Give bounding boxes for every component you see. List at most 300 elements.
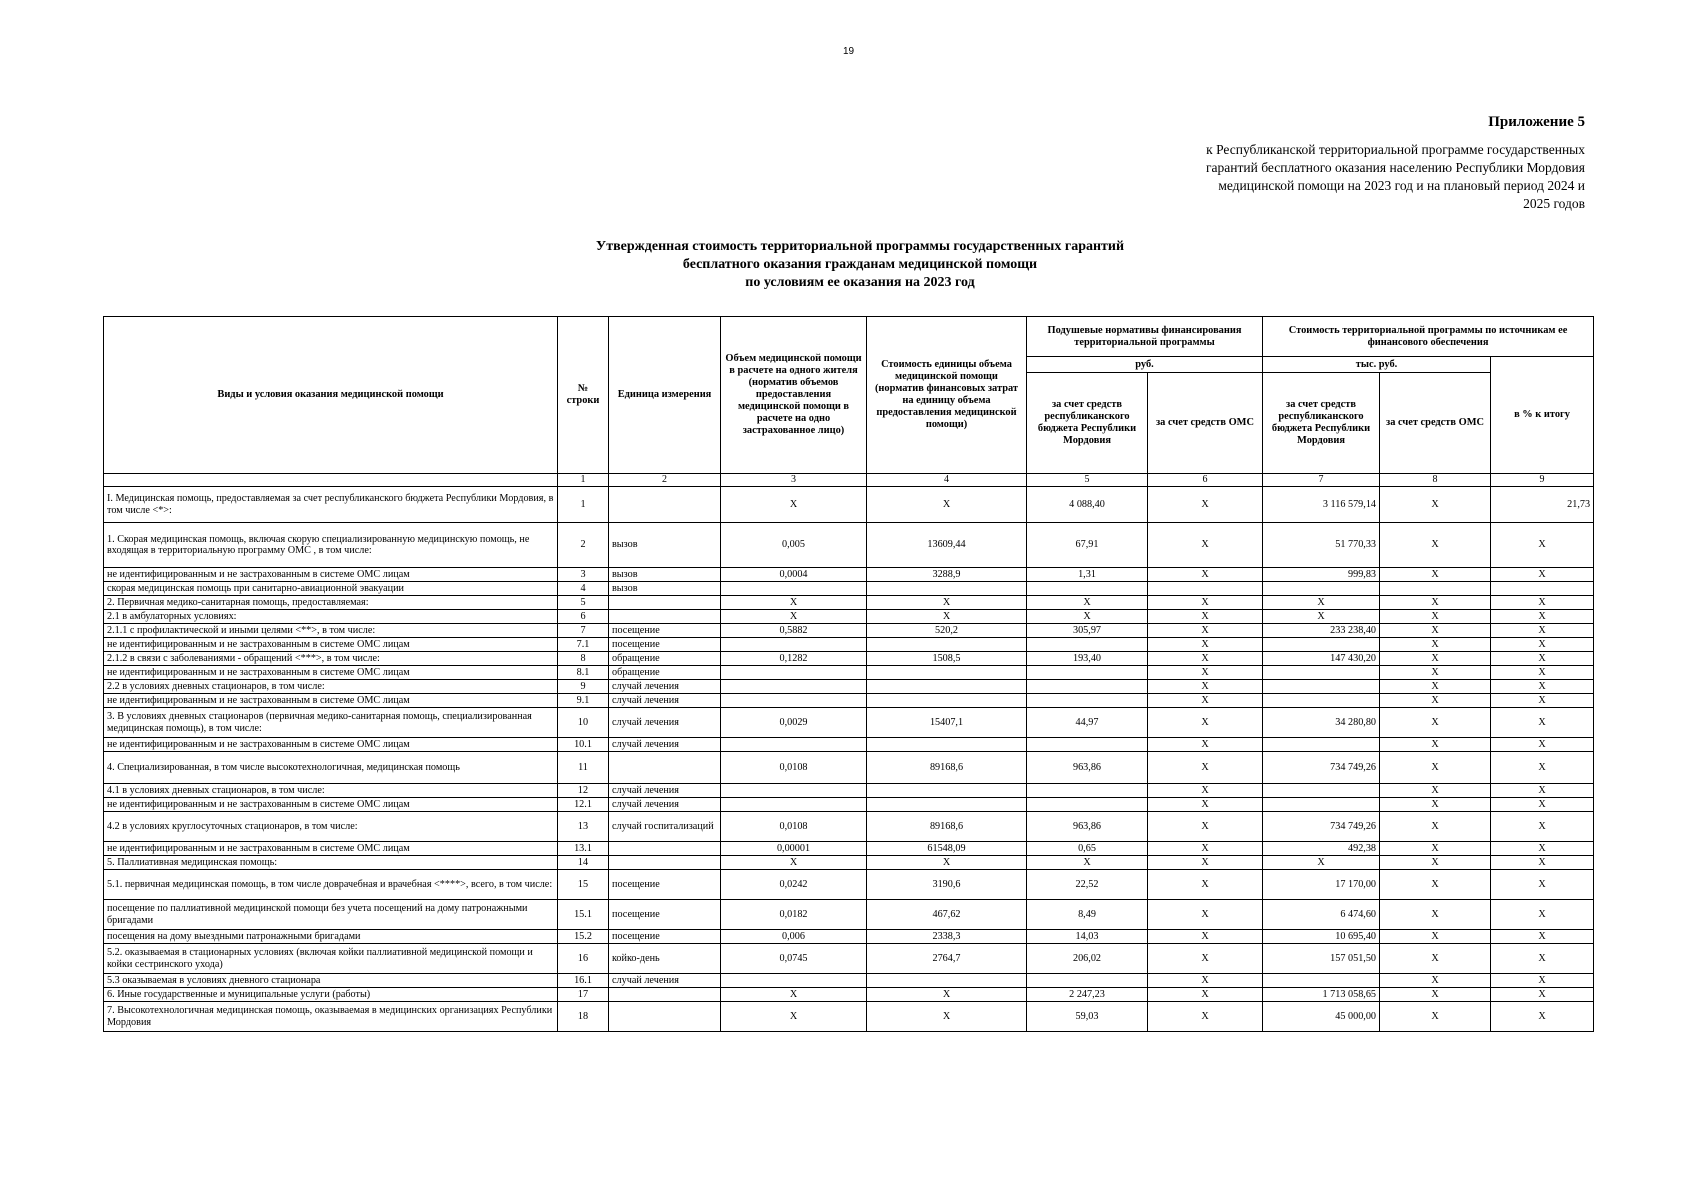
table-row: [104, 666, 1594, 680]
cell-volume: 0,0242: [721, 870, 867, 900]
cell-volume: X: [721, 487, 867, 523]
cell-unit: случай госпитализаций: [609, 812, 721, 842]
cell-kind: 5.3 оказываемая в условиях дневного стационара: [104, 974, 558, 988]
cell-row-number: 9.1: [558, 694, 609, 708]
cell-unit: обращение: [609, 652, 721, 666]
table-row: [104, 974, 1594, 988]
cell-unit: [609, 487, 721, 523]
cell-unit: [609, 596, 721, 610]
cell-kind: посещения на дому выездными патронажными бригадами: [104, 930, 558, 944]
cell-kind: посещение по паллиативной медицинской помощи без учета посещений на дому патронажными бригадами: [104, 900, 558, 930]
cell-percent: X: [1491, 694, 1594, 708]
cell-percent: X: [1491, 652, 1594, 666]
cell-budget-thrub: 734 749,26: [1263, 752, 1380, 784]
table-row: [104, 680, 1594, 694]
cell-volume: [721, 974, 867, 988]
cell-budget-rub: [1027, 798, 1148, 812]
cell-volume: [721, 694, 867, 708]
cell-oms-thrub: X: [1380, 694, 1491, 708]
cell-volume: 0,0745: [721, 944, 867, 974]
cell-oms-thrub: X: [1380, 900, 1491, 930]
cell-budget-rub: 4 088,40: [1027, 487, 1148, 523]
header-percent: в % к итогу: [1491, 357, 1594, 474]
cell-kind: 3. В условиях дневных стационаров (первичная медико-санитарная помощь, специализированная медицинская помощь), в том числе:: [104, 708, 558, 738]
cell-budget-thrub: X: [1263, 610, 1380, 624]
cell-kind: скорая медицинская помощь при санитарно-авиационной эвакуации: [104, 582, 558, 596]
cell-row-number: 14: [558, 856, 609, 870]
column-number-empty: [104, 474, 558, 487]
cell-row-number: 5: [558, 596, 609, 610]
cell-budget-rub: [1027, 666, 1148, 680]
cell-budget-thrub: [1263, 666, 1380, 680]
appendix-line: медицинской помощи на 2023 год и на плановый период 2024 и: [1218, 178, 1585, 193]
cell-percent: X: [1491, 624, 1594, 638]
cell-budget-thrub: [1263, 974, 1380, 988]
cell-oms-rub: X: [1148, 752, 1263, 784]
cell-oms-rub: X: [1148, 568, 1263, 582]
table-row: [104, 652, 1594, 666]
table-row: [104, 596, 1594, 610]
cell-unit-cost: [867, 784, 1027, 798]
cell-volume: [721, 738, 867, 752]
appendix-heading: Приложение 5: [1488, 114, 1585, 130]
cell-kind: 2.1 в амбулаторных условиях:: [104, 610, 558, 624]
cell-budget-thrub: X: [1263, 856, 1380, 870]
cell-kind: не идентифицированным и не застрахованным в системе ОМС лицам: [104, 666, 558, 680]
cell-row-number: 18: [558, 1002, 609, 1032]
cell-row-number: 13.1: [558, 842, 609, 856]
cell-percent: X: [1491, 680, 1594, 694]
table-row: [104, 624, 1594, 638]
cell-budget-thrub: 147 430,20: [1263, 652, 1380, 666]
cell-row-number: 13: [558, 812, 609, 842]
cell-unit-cost: [867, 638, 1027, 652]
cell-percent: X: [1491, 708, 1594, 738]
cell-kind: 1. Скорая медицинская помощь, включая скорую специализированную медицинскую помощь, не входящая в территориальную программу ОМС , в том числе:: [104, 523, 558, 568]
cell-oms-rub: X: [1148, 638, 1263, 652]
cell-unit: случай лечения: [609, 694, 721, 708]
header-unit: Единица измерения: [609, 317, 721, 474]
cell-oms-thrub: X: [1380, 798, 1491, 812]
cell-volume: 0,0108: [721, 812, 867, 842]
cell-budget-rub: 0,65: [1027, 842, 1148, 856]
cell-kind: 5. Паллиативная медицинская помощь:: [104, 856, 558, 870]
cell-volume: X: [721, 856, 867, 870]
cell-unit-cost: X: [867, 610, 1027, 624]
cell-unit: посещение: [609, 870, 721, 900]
cell-kind: не идентифицированным и не застрахованным в системе ОМС лицам: [104, 568, 558, 582]
cell-budget-rub: 44,97: [1027, 708, 1148, 738]
cell-kind: не идентифицированным и не застрахованным в системе ОМС лицам: [104, 694, 558, 708]
cell-row-number: 4: [558, 582, 609, 596]
cell-budget-rub: 963,86: [1027, 752, 1148, 784]
cell-volume: 0,1282: [721, 652, 867, 666]
cell-volume: 0,006: [721, 930, 867, 944]
cell-unit: случай лечения: [609, 798, 721, 812]
header-kind: Виды и условия оказания медицинской помощи: [104, 317, 558, 474]
header-volume: Объем медицинской помощи в расчете на одного жителя (норматив объемов предоставления медицинской помощи в расчете на одно застрахованное лицо): [721, 317, 867, 474]
cell-budget-thrub: [1263, 680, 1380, 694]
cell-unit: случай лечения: [609, 708, 721, 738]
cell-percent: X: [1491, 930, 1594, 944]
column-number: 1: [558, 474, 609, 487]
cell-unit-cost: [867, 582, 1027, 596]
cell-unit-cost: [867, 694, 1027, 708]
cell-percent: X: [1491, 870, 1594, 900]
cell-budget-rub: X: [1027, 610, 1148, 624]
cell-kind: не идентифицированным и не застрахованным в системе ОМС лицам: [104, 638, 558, 652]
column-number: 6: [1148, 474, 1263, 487]
cell-unit-cost: [867, 974, 1027, 988]
cell-kind: 5.2. оказываемая в стационарных условиях (включая койки паллиативной медицинской помощи и койки сестринского ухода): [104, 944, 558, 974]
cell-unit-cost: [867, 798, 1027, 812]
cell-volume: [721, 784, 867, 798]
cell-volume: 0,0108: [721, 752, 867, 784]
title-line: Утвержденная стоимость территориальной программы государственных гарантий: [595, 239, 1125, 254]
cell-volume: [721, 666, 867, 680]
cell-row-number: 11: [558, 752, 609, 784]
cell-percent: X: [1491, 900, 1594, 930]
table-row: [104, 752, 1594, 784]
cell-kind: 2. Первичная медико-санитарная помощь, предоставляемая:: [104, 596, 558, 610]
cell-oms-thrub: X: [1380, 812, 1491, 842]
cell-unit-cost: 89168,6: [867, 752, 1027, 784]
cell-budget-rub: 963,86: [1027, 812, 1148, 842]
cell-unit-cost: X: [867, 988, 1027, 1002]
cell-kind: 2.2 в условиях дневных стационаров, в том числе:: [104, 680, 558, 694]
cell-row-number: 7: [558, 624, 609, 638]
cell-row-number: 2: [558, 523, 609, 568]
cost-table: [103, 316, 1594, 1032]
cell-percent: X: [1491, 974, 1594, 988]
column-number: 7: [1263, 474, 1380, 487]
header-row-number: № строки: [558, 317, 609, 474]
cell-kind: 2.1.2 в связи с заболеваниями - обращений <***>, в том числе:: [104, 652, 558, 666]
cell-kind: 7. Высокотехнологичная медицинская помощь, оказываемая в медицинских организациях Республики Мордовия: [104, 1002, 558, 1032]
cell-budget-rub: 22,52: [1027, 870, 1148, 900]
table-row: [104, 638, 1594, 652]
appendix-block: [1206, 114, 1585, 213]
cell-row-number: 9: [558, 680, 609, 694]
cell-oms-thrub: X: [1380, 523, 1491, 568]
cell-oms-thrub: X: [1380, 624, 1491, 638]
cell-budget-rub: [1027, 784, 1148, 798]
header-budget-thrub: за счет средств республиканского бюджета Республики Мордовия: [1263, 373, 1380, 474]
cell-row-number: 16: [558, 944, 609, 974]
title-line: бесплатного оказания гражданам медицинской помощи: [682, 257, 1038, 272]
table-row: [104, 708, 1594, 738]
cell-kind: не идентифицированным и не застрахованным в системе ОМС лицам: [104, 842, 558, 856]
table-row: [104, 812, 1594, 842]
cell-budget-thrub: [1263, 738, 1380, 752]
cell-oms-rub: X: [1148, 624, 1263, 638]
cell-percent: X: [1491, 596, 1594, 610]
table-row: [104, 694, 1594, 708]
cell-budget-thrub: 734 749,26: [1263, 812, 1380, 842]
cell-kind: не идентифицированным и не застрахованным в системе ОМС лицам: [104, 798, 558, 812]
cell-budget-rub: 67,91: [1027, 523, 1148, 568]
header-budget-rub: за счет средств республиканского бюджета Республики Мордовия: [1027, 373, 1148, 474]
cell-oms-thrub: X: [1380, 752, 1491, 784]
cell-unit-cost: 3190,6: [867, 870, 1027, 900]
table-row: [104, 870, 1594, 900]
cell-row-number: 8.1: [558, 666, 609, 680]
cell-oms-thrub: X: [1380, 738, 1491, 752]
cell-percent: X: [1491, 523, 1594, 568]
cell-volume: X: [721, 610, 867, 624]
cell-volume: [721, 680, 867, 694]
table-row: [104, 1002, 1594, 1032]
cell-budget-rub: 8,49: [1027, 900, 1148, 930]
cell-oms-thrub: [1380, 582, 1491, 596]
cell-unit-cost: X: [867, 596, 1027, 610]
cell-kind: 6. Иные государственные и муниципальные услуги (работы): [104, 988, 558, 1002]
table-row: [104, 568, 1594, 582]
cell-unit: [609, 842, 721, 856]
cell-oms-rub: [1148, 582, 1263, 596]
cell-budget-rub: [1027, 738, 1148, 752]
cell-budget-thrub: [1263, 582, 1380, 596]
cell-oms-thrub: X: [1380, 988, 1491, 1002]
cell-oms-thrub: X: [1380, 944, 1491, 974]
cell-oms-rub: X: [1148, 523, 1263, 568]
cell-oms-rub: X: [1148, 680, 1263, 694]
cell-unit-cost: 13609,44: [867, 523, 1027, 568]
cell-row-number: 17: [558, 988, 609, 1002]
cell-oms-rub: X: [1148, 652, 1263, 666]
cell-budget-thrub: 10 695,40: [1263, 930, 1380, 944]
cell-unit: вызов: [609, 523, 721, 568]
cell-oms-rub: X: [1148, 870, 1263, 900]
cell-oms-rub: X: [1148, 944, 1263, 974]
cell-oms-rub: X: [1148, 487, 1263, 523]
table-row: [104, 610, 1594, 624]
header-sub-rub: руб.: [1027, 357, 1263, 373]
cell-unit: случай лечения: [609, 784, 721, 798]
table-row: [104, 523, 1594, 568]
cell-row-number: 15.1: [558, 900, 609, 930]
cell-budget-thrub: 999,83: [1263, 568, 1380, 582]
cell-oms-thrub: X: [1380, 610, 1491, 624]
cell-budget-rub: 14,03: [1027, 930, 1148, 944]
cell-budget-rub: 206,02: [1027, 944, 1148, 974]
cell-kind: 4.2 в условиях круглосуточных стационаров, в том числе:: [104, 812, 558, 842]
cell-row-number: 7.1: [558, 638, 609, 652]
document-title: [120, 238, 1600, 292]
cell-unit-cost: 1508,5: [867, 652, 1027, 666]
table-row: [104, 784, 1594, 798]
cell-unit: посещение: [609, 900, 721, 930]
cell-volume: 0,5882: [721, 624, 867, 638]
cell-row-number: 12: [558, 784, 609, 798]
cell-budget-thrub: 45 000,00: [1263, 1002, 1380, 1032]
cell-volume: 0,005: [721, 523, 867, 568]
cell-percent: X: [1491, 568, 1594, 582]
cell-percent: X: [1491, 944, 1594, 974]
cell-oms-rub: X: [1148, 812, 1263, 842]
cell-oms-thrub: X: [1380, 708, 1491, 738]
cell-row-number: 8: [558, 652, 609, 666]
cell-percent: X: [1491, 812, 1594, 842]
cell-oms-rub: X: [1148, 694, 1263, 708]
cell-row-number: 16.1: [558, 974, 609, 988]
cell-volume: X: [721, 988, 867, 1002]
cell-budget-thrub: 1 713 058,65: [1263, 988, 1380, 1002]
cell-row-number: 12.1: [558, 798, 609, 812]
cell-unit: [609, 988, 721, 1002]
cell-oms-rub: X: [1148, 596, 1263, 610]
cell-oms-rub: X: [1148, 610, 1263, 624]
cell-oms-thrub: X: [1380, 666, 1491, 680]
cell-oms-rub: X: [1148, 856, 1263, 870]
cell-unit-cost: 3288,9: [867, 568, 1027, 582]
page-number: 19: [842, 46, 855, 57]
cell-oms-rub: X: [1148, 974, 1263, 988]
cell-kind: 5.1. первичная медицинская помощь, в том числе доврачебная и врачебная <****>, всего, в том числе:: [104, 870, 558, 900]
cell-unit: посещение: [609, 638, 721, 652]
table-row: [104, 582, 1594, 596]
cell-budget-thrub: [1263, 694, 1380, 708]
cell-row-number: 15.2: [558, 930, 609, 944]
cell-percent: X: [1491, 638, 1594, 652]
cell-oms-thrub: X: [1380, 1002, 1491, 1032]
header-unit-cost: Стоимость единицы объема медицинской помощи (норматив финансовых затрат на единицу объема предоставления медицинской помощи): [867, 317, 1027, 474]
column-number-row: [104, 474, 1594, 487]
cell-unit-cost: 520,2: [867, 624, 1027, 638]
table-row: [104, 930, 1594, 944]
cell-unit: обращение: [609, 666, 721, 680]
cell-volume: 0,00001: [721, 842, 867, 856]
cell-percent: X: [1491, 738, 1594, 752]
table-body: [104, 487, 1594, 1032]
column-number: 5: [1027, 474, 1148, 487]
cell-percent: X: [1491, 752, 1594, 784]
cell-unit: вызов: [609, 568, 721, 582]
cell-oms-rub: X: [1148, 930, 1263, 944]
table-row: [104, 900, 1594, 930]
cell-budget-rub: [1027, 680, 1148, 694]
cell-budget-thrub: 492,38: [1263, 842, 1380, 856]
cell-budget-rub: [1027, 638, 1148, 652]
cell-unit: посещение: [609, 930, 721, 944]
header-sub-thrub: тыс. руб.: [1263, 357, 1491, 373]
cell-kind: 4.1 в условиях дневных стационаров, в том числе:: [104, 784, 558, 798]
cell-budget-thrub: [1263, 798, 1380, 812]
cell-budget-rub: 1,31: [1027, 568, 1148, 582]
cell-unit-cost: [867, 666, 1027, 680]
cell-unit-cost: 467,62: [867, 900, 1027, 930]
cell-percent: X: [1491, 798, 1594, 812]
cell-row-number: 1: [558, 487, 609, 523]
cell-unit-cost: 61548,09: [867, 842, 1027, 856]
cell-budget-rub: 305,97: [1027, 624, 1148, 638]
cell-unit: посещение: [609, 624, 721, 638]
cell-budget-rub: [1027, 974, 1148, 988]
appendix-line: к Республиканской территориальной программе государственных: [1206, 142, 1585, 157]
cell-kind: 4. Специализированная, в том числе высокотехнологичная, медицинская помощь: [104, 752, 558, 784]
cell-percent: X: [1491, 784, 1594, 798]
cell-unit: койко-день: [609, 944, 721, 974]
cell-oms-thrub: X: [1380, 784, 1491, 798]
cell-oms-rub: X: [1148, 738, 1263, 752]
cell-unit-cost: [867, 680, 1027, 694]
cell-percent: X: [1491, 1002, 1594, 1032]
cell-budget-thrub: 3 116 579,14: [1263, 487, 1380, 523]
column-number: 9: [1491, 474, 1594, 487]
cell-volume: X: [721, 1002, 867, 1032]
cell-percent: [1491, 582, 1594, 596]
cell-unit: [609, 1002, 721, 1032]
table-row: [104, 738, 1594, 752]
cell-budget-thrub: 34 280,80: [1263, 708, 1380, 738]
cell-budget-thrub: [1263, 784, 1380, 798]
cell-row-number: 3: [558, 568, 609, 582]
cell-percent: X: [1491, 842, 1594, 856]
cell-volume: 0,0004: [721, 568, 867, 582]
cell-unit: случай лечения: [609, 738, 721, 752]
cell-oms-thrub: X: [1380, 652, 1491, 666]
cell-oms-thrub: X: [1380, 870, 1491, 900]
table-row: [104, 798, 1594, 812]
table-row: [104, 842, 1594, 856]
cell-unit: случай лечения: [609, 680, 721, 694]
cell-oms-rub: X: [1148, 842, 1263, 856]
cell-unit-cost: X: [867, 487, 1027, 523]
appendix-line: 2025 годов: [1523, 196, 1585, 211]
cell-budget-thrub: 233 238,40: [1263, 624, 1380, 638]
cell-oms-rub: X: [1148, 1002, 1263, 1032]
cell-unit-cost: [867, 738, 1027, 752]
cell-percent: 21,73: [1491, 487, 1594, 523]
cell-budget-thrub: [1263, 638, 1380, 652]
cell-budget-rub: 2 247,23: [1027, 988, 1148, 1002]
cell-oms-rub: X: [1148, 708, 1263, 738]
cell-percent: X: [1491, 666, 1594, 680]
table-row: [104, 856, 1594, 870]
cell-oms-thrub: X: [1380, 930, 1491, 944]
cell-oms-thrub: X: [1380, 487, 1491, 523]
cell-kind: 2.1.1 с профилактической и иными целями <**>, в том числе:: [104, 624, 558, 638]
cell-volume: [721, 582, 867, 596]
cell-volume: [721, 638, 867, 652]
appendix-line: гарантий бесплатного оказания населению Республики Мордовия: [1205, 160, 1585, 175]
cell-row-number: 10.1: [558, 738, 609, 752]
cell-oms-thrub: X: [1380, 856, 1491, 870]
cell-row-number: 6: [558, 610, 609, 624]
header-oms-rub: за счет средств ОМС: [1148, 373, 1263, 474]
cell-unit-cost: 15407,1: [867, 708, 1027, 738]
header-group-norms: Подушевые нормативы финансирования территориальной программы: [1027, 317, 1263, 357]
cell-oms-thrub: X: [1380, 596, 1491, 610]
cell-oms-thrub: X: [1380, 568, 1491, 582]
title-line: по условиям ее оказания на 2023 год: [745, 275, 975, 290]
cell-unit-cost: 2764,7: [867, 944, 1027, 974]
cell-oms-rub: X: [1148, 666, 1263, 680]
cell-kind: не идентифицированным и не застрахованным в системе ОМС лицам: [104, 738, 558, 752]
cell-volume: 0,0029: [721, 708, 867, 738]
cell-row-number: 15: [558, 870, 609, 900]
cell-volume: [721, 798, 867, 812]
cell-budget-thrub: 6 474,60: [1263, 900, 1380, 930]
cell-percent: X: [1491, 610, 1594, 624]
cell-oms-rub: X: [1148, 900, 1263, 930]
cell-oms-thrub: X: [1380, 842, 1491, 856]
column-number: 8: [1380, 474, 1491, 487]
cell-unit-cost: X: [867, 856, 1027, 870]
cell-budget-rub: 193,40: [1027, 652, 1148, 666]
cell-budget-rub: X: [1027, 856, 1148, 870]
cell-unit-cost: X: [867, 1002, 1027, 1032]
